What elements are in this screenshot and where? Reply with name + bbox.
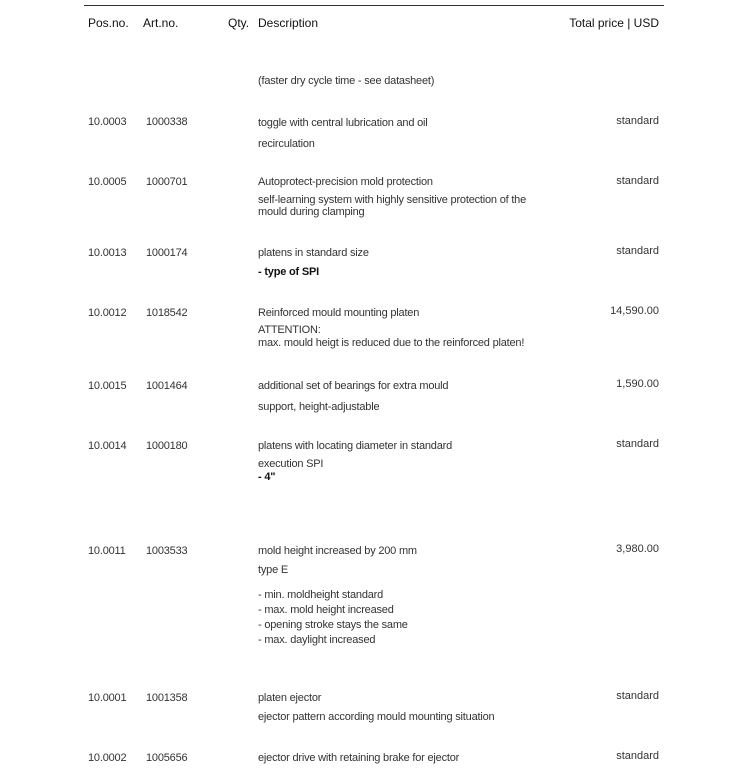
row-description bbox=[258, 544, 417, 648]
desc-line: recirculation bbox=[258, 138, 315, 150]
row-description bbox=[258, 175, 526, 218]
row-description bbox=[258, 306, 524, 350]
desc-line: - type of SPI bbox=[258, 266, 319, 278]
desc-line: platens with locating diameter in standard bbox=[258, 440, 452, 452]
row-price: standard bbox=[616, 438, 659, 450]
row-description bbox=[258, 439, 452, 484]
header-art-no: Art.no. bbox=[143, 16, 179, 30]
row-pos: 10.0014 bbox=[88, 440, 127, 452]
row-description bbox=[258, 751, 459, 766]
desc-line: mold height increased by 200 mm bbox=[258, 545, 417, 557]
row-price: standard bbox=[616, 690, 659, 702]
desc-line: execution SPI bbox=[258, 458, 324, 470]
row-art: 1003533 bbox=[146, 545, 188, 557]
desc-line: ejector pattern according mould mounting situation bbox=[258, 711, 495, 723]
row-price: 14,590.00 bbox=[610, 305, 659, 317]
desc-line: additional set of bearings for extra mould bbox=[258, 380, 449, 392]
desc-line: toggle with central lubrication and oil bbox=[258, 117, 428, 129]
desc-line: self-learning system with highly sensitive protection of the bbox=[258, 194, 527, 206]
row-pos: 10.0013 bbox=[88, 247, 127, 259]
row-price: standard bbox=[616, 750, 659, 762]
row-pos: 10.0012 bbox=[88, 307, 127, 319]
desc-line: mould during clamping bbox=[258, 206, 365, 218]
row-art: 1000701 bbox=[146, 176, 188, 188]
row-pos: 10.0003 bbox=[88, 116, 127, 128]
desc-line: - max. daylight increased bbox=[258, 634, 376, 646]
desc-line: max. mould heigt is reduced due to the reinforced platen! bbox=[258, 337, 525, 349]
row-art: 1000338 bbox=[146, 116, 188, 128]
desc-line: type E bbox=[258, 564, 288, 576]
row-price: standard bbox=[616, 245, 659, 257]
desc-line: - min. moldheight standard bbox=[258, 589, 384, 601]
row-art: 1000174 bbox=[146, 247, 188, 259]
row-price: 3,980.00 bbox=[616, 543, 659, 555]
desc-line: Reinforced mould mounting platen bbox=[258, 307, 420, 319]
row-pos: 10.0002 bbox=[88, 752, 127, 764]
top-rule bbox=[84, 5, 664, 6]
row-description bbox=[258, 116, 428, 152]
header-pos-no: Pos.no. bbox=[88, 16, 129, 30]
desc-line: ATTENTION: bbox=[258, 324, 321, 336]
intro-note: (faster dry cycle time - see datasheet) bbox=[258, 75, 435, 87]
desc-line: - 4" bbox=[258, 471, 276, 483]
row-art: 1001464 bbox=[146, 380, 188, 392]
desc-line: platen ejector bbox=[258, 692, 322, 704]
row-pos: 10.0001 bbox=[88, 692, 127, 704]
desc-line: support, height-adjustable bbox=[258, 401, 380, 413]
row-description bbox=[258, 379, 448, 415]
header-total-price: Total price | USD bbox=[569, 16, 659, 30]
desc-line: - opening stroke stays the same bbox=[258, 619, 408, 631]
row-art: 1005656 bbox=[146, 752, 188, 764]
desc-line: - max. mold height increased bbox=[258, 604, 394, 616]
row-price: 1,590.00 bbox=[616, 378, 659, 390]
row-art: 1000180 bbox=[146, 440, 188, 452]
row-art: 1018542 bbox=[146, 307, 188, 319]
row-art: 1001358 bbox=[146, 692, 188, 704]
row-price: standard bbox=[616, 175, 659, 187]
desc-line: platens in standard size bbox=[258, 247, 369, 259]
desc-line: Autoprotect-precision mold protection bbox=[258, 176, 433, 188]
row-pos: 10.0011 bbox=[88, 545, 126, 557]
row-pos: 10.0015 bbox=[88, 380, 127, 392]
header-qty: Qty. bbox=[228, 16, 250, 30]
row-description bbox=[258, 246, 369, 280]
row-price: standard bbox=[616, 115, 659, 127]
desc-line: ejector drive with retaining brake for ejector bbox=[258, 752, 460, 764]
row-pos: 10.0005 bbox=[88, 176, 127, 188]
row-description bbox=[258, 691, 494, 725]
header-description: Description bbox=[258, 16, 319, 30]
